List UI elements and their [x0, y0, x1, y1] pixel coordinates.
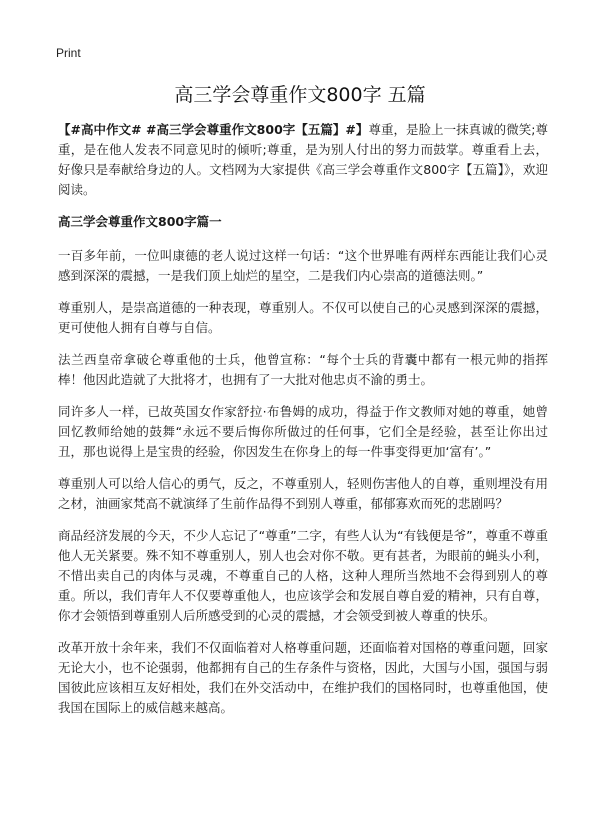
intro-tag: 【#高中作文# #高三学会尊重作文800字【五篇】#】: [58, 122, 369, 137]
body-paragraph: 改革开放十余年来，我们不仅面临着对人格尊重问题，还面临着对国格的尊重问题，回家无论大小，也不论强弱，他都拥有自己的生存条件与资格，因此，大国与小国，强国与弱国彼此应该相互友好相处，我们在外交活动中，在维护我们的国格同时，也尊重他国，使我国在国际上的威信越来越高。: [58, 640, 548, 715]
body-paragraph: 尊重别人可以给人信心的勇气，反之，不尊重别人，轻则伤害他人的自尊，重则埋没有用之材，油画家梵高不就演绎了生前作品得不到别人尊重，郁郁寡欢而死的悲剧吗？: [58, 476, 548, 511]
intro-text: 尊重，是脸上一抹真诚的微笑;尊重，是在他人发表不同意见时的倾听;尊重，是为别人付出的努力而鼓掌。尊重看上去，好像只是奉献给身边的人。文档网为大家提供《高三学会尊重作文800字【五篇】》，欢迎阅读。: [58, 122, 548, 197]
body-paragraph: 尊重别人，是崇高道德的一种表现，尊重别人。不仅可以使自己的心灵感到深深的震撼，更可使他人拥有自尊与自信。: [58, 300, 548, 335]
section-title: 高三学会尊重作文800字篇一: [58, 214, 222, 229]
body-paragraph: 商品经济发展的今天，不少人忘记了“尊重”二字，有些人认为“有钱便是爷”，尊重不尊重他人无关紧要。殊不知不尊重别人，别人也会对你不敬。更有甚者，为眼前的蝇头小利，不惜出卖自己的肉体与灵魂，不尊重自己的人格，这种人理所当然地不会得到别人的尊重。所以，我们青年人不仅要尊重他人，也应该学会和发展自尊自爱的精神，只有自尊，你才会领悟到尊重别人后所感受到的心灵的震撼，才会领受到被人尊重的快乐。: [58, 528, 548, 623]
print-link[interactable]: Print: [56, 46, 81, 60]
body-paragraph: 一百多年前，一位叫康德的老人说过这样一句话：“这个世界唯有两样东西能让我们心灵感到深深的震撼，一是我们顶上灿烂的星空，二是我们内心崇高的道德法则。”: [58, 248, 548, 283]
body-paragraph: 同许多人一样，已故英国女作家舒拉·布鲁姆的成功，得益于作文教师对她的尊重，她曾回忆教师给她的鼓舞“永远不要后悔你所做过的任何事，它们全是经验，甚至让你出过丑，那也说得上是宝贵的经验，你因发生在你身上的每一件事变得更加‘富有’。”: [58, 404, 548, 459]
body-paragraph: 法兰西皇帝拿破仑尊重他的士兵，他曾宣称：“每个士兵的背囊中都有一根元帅的指挥棒！他因此造就了大批将才，也拥有了一大批对他忠贞不渝的勇士。: [58, 352, 548, 387]
document-body: [58, 120, 548, 730]
intro-paragraph: [58, 120, 548, 200]
document-title: 高三学会尊重作文800字 五篇: [174, 84, 426, 106]
